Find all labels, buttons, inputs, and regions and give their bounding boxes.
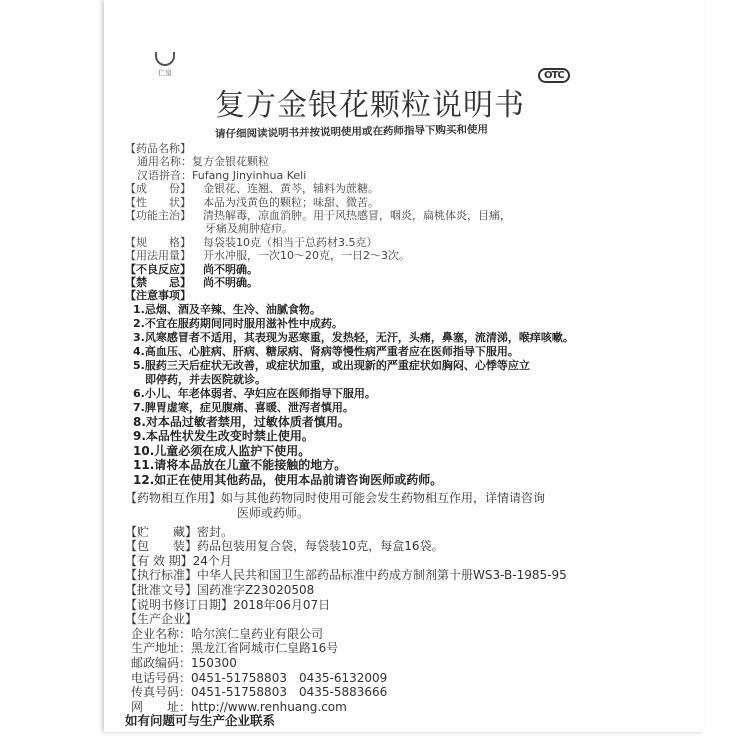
field-label: 汉语拼音： — [137, 168, 192, 182]
note-item: 2.不宜在服药期间同时服用滋补性中成药。 — [133, 316, 343, 330]
field-value: 每袋装10克（相当于总药材3.5克） — [203, 235, 378, 249]
manufacturer-heading: 【生产企业】 — [125, 612, 198, 627]
field-value: Fufang Jinyinhua Keli — [192, 168, 307, 182]
note-item: 1.忌烟、酒及辛辣、生冷、油腻食物。 — [133, 302, 321, 316]
notes-heading: 【注意事项】 — [125, 289, 191, 303]
generic-name-row — [125, 155, 685, 168]
field-value: 尚不明确。 — [203, 276, 258, 290]
sections-list — [125, 182, 685, 289]
section-row — [125, 598, 685, 613]
logo-text: 仁皇 — [158, 69, 172, 77]
field-value: 金银花、连翘、黄芩，辅料为蔗糖。 — [203, 182, 379, 196]
note-item: 8.对本品过敏者禁用，过敏体质者慎用。 — [133, 414, 350, 429]
pinyin-row — [125, 169, 685, 182]
field-value: 2018年06月07日 — [233, 597, 331, 612]
logo-mark-icon — [155, 52, 175, 66]
field-value: 黑龙江省阿城市仁皇路16号 — [191, 641, 339, 656]
field-label: 【说明书修订日期】 — [125, 597, 234, 612]
leaflet-body — [125, 142, 685, 729]
brand-logo — [150, 52, 180, 78]
sections-list-2 — [125, 525, 685, 613]
field-label: 【贮 藏】 — [125, 524, 198, 539]
manufacturer-list — [125, 627, 685, 715]
field-label: 企业名称： — [131, 626, 192, 641]
notes-list — [125, 303, 685, 488]
field-label: 【批准文号】 — [125, 582, 198, 597]
section-row — [125, 263, 685, 276]
field-value: http://www.renhuang.com — [191, 699, 347, 714]
section-row — [125, 583, 685, 598]
field-label: 【功能主治】 — [125, 209, 191, 223]
field-value: 药品包装用复合袋，每袋装10克，每盒16袋。 — [197, 539, 444, 554]
section-row — [125, 539, 685, 554]
field-label: 网 址： — [131, 699, 192, 714]
field-label: 邮政编码： — [131, 655, 192, 670]
field-value: 0451-51758803 0435-6132009 — [191, 670, 388, 685]
manufacturer-row — [125, 671, 685, 686]
field-value: 尚不明确。 — [203, 262, 258, 276]
field-label: 【不良反应】 — [125, 262, 191, 276]
field-value: 哈尔滨仁皇药业有限公司 — [191, 626, 324, 641]
field-value: 如与其他药物同时使用可能会发生药物相互作用，详情请咨询 — [221, 491, 546, 506]
note-item: 12.如正在使用其他药品，使用本品前请咨询医师或药师。 — [133, 472, 443, 487]
section-row — [125, 196, 685, 209]
field-value: 密封。 — [197, 524, 234, 539]
drug-name-heading: 【药品名称】 — [125, 142, 191, 155]
field-label: 【药物相互作用】 — [125, 491, 222, 506]
note-item: 6.小儿、年老体弱者、孕妇应在医师指导下服用。 — [133, 386, 376, 400]
field-label: 【有 效 期】 — [125, 553, 193, 568]
section-row — [125, 249, 685, 262]
manufacturer-row — [125, 627, 685, 642]
note-item: 3.风寒感冒者不适用，其表现为恶寒重，发热轻，无汗，头痛，鼻塞，流清涕，喉痒咳嗽。 — [133, 330, 574, 344]
section-row — [125, 182, 685, 195]
field-value: 开水冲服，一次10～20克，一日2～3次。 — [203, 249, 410, 263]
note-item: 5.服药三天后症状无改善，或症状加重，或出现新的严重症状如胸闷、心悸等应立 — [133, 358, 530, 372]
field-label: 【禁 忌】 — [125, 276, 191, 290]
field-label: 【规 格】 — [125, 235, 191, 249]
section-row — [125, 568, 685, 583]
field-value: 国药准字Z23020508 — [197, 582, 315, 597]
note-item: 10.儿童必须在成人监护下使用。 — [133, 443, 311, 458]
field-value: 150300 — [191, 655, 237, 670]
section-row — [125, 554, 685, 569]
field-label: 传真号码： — [131, 685, 192, 700]
field-value: 复方金银花颗粒 — [192, 155, 269, 169]
field-label: 【用法用量】 — [125, 249, 191, 263]
field-label: 【性 状】 — [125, 195, 191, 209]
manufacturer-row — [125, 656, 685, 671]
field-label: 【执行标准】 — [125, 568, 198, 583]
field-value: 24个月 — [192, 553, 232, 568]
field-label: 生产地址： — [131, 641, 192, 656]
note-item: 9.本品性状发生改变时禁止使用。 — [133, 429, 314, 444]
field-label: 通用名称： — [137, 155, 192, 169]
interaction-cont: 医师或药师。 — [237, 505, 310, 520]
document-title: 复方金银花颗粒说明书 — [215, 88, 525, 123]
field-value-cont: 牙痛及痈肿疮疖。 — [205, 222, 293, 236]
field-label: 【成 份】 — [125, 182, 191, 196]
section-row — [125, 276, 685, 289]
field-value: 本品为浅黄色的颗粒；味甜、微苦。 — [203, 195, 379, 209]
interaction-row — [125, 491, 685, 506]
note-item: 4.高血压、心脏病、肝病、糖尿病、肾病等慢性病严重者应在医师指导下服用。 — [133, 344, 519, 358]
note-item: 即停药，并去医院就诊。 — [145, 372, 266, 386]
field-value: 清热解毒，凉血消肿。用于风热感冒，咽炎，扁桃体炎，目痛， — [203, 209, 511, 223]
manufacturer-row — [125, 641, 685, 656]
field-value: 中华人民共和国卫生部药品标准中药成方制剂第十册WS3-B-1985-95 — [197, 568, 567, 583]
contact-footer: 如有问题可与生产企业联系 — [125, 713, 276, 729]
field-value: 0451-51758803 0435-5883666 — [191, 685, 388, 700]
document-subtitle: 请仔细阅读说明书并按说明使用或在药师指导下购买和使用 — [214, 123, 489, 141]
note-item: 11.请将本品放在儿童不能接触的地方。 — [133, 458, 347, 473]
field-label: 电话号码： — [131, 670, 192, 685]
section-row — [125, 209, 685, 222]
field-label: 【包 装】 — [125, 539, 198, 554]
otc-badge: OTC — [538, 68, 570, 83]
section-row — [125, 236, 685, 249]
manufacturer-row — [125, 700, 685, 715]
note-item: 7.脾胃虚寒，症见腹痛、喜暖、泄泻者慎用。 — [133, 400, 354, 414]
section-row — [125, 525, 685, 540]
manufacturer-row — [125, 685, 685, 700]
